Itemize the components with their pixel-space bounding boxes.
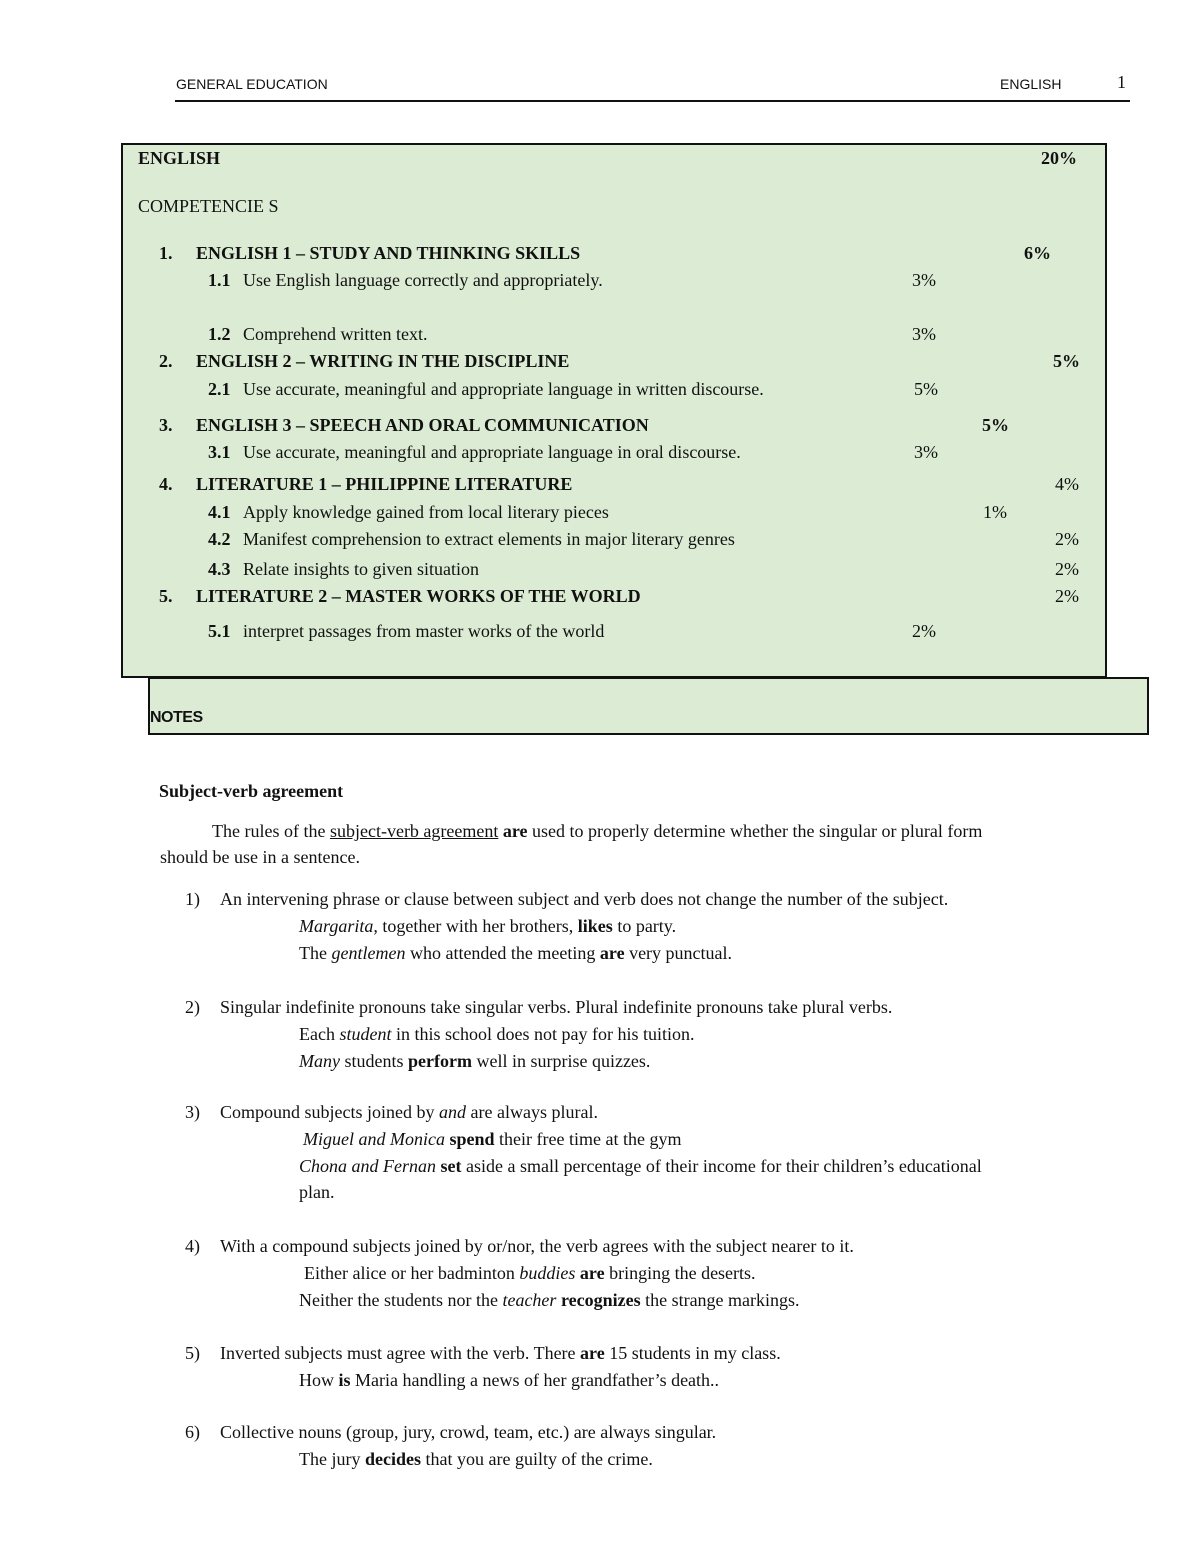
example-text: well in surprise quizzes. [471, 1051, 651, 1071]
sub-competency-num: 1.1 [208, 270, 231, 290]
intro-link: subject-verb agreement [329, 821, 499, 841]
page-header [175, 72, 1130, 102]
competency-num: 4. [159, 474, 173, 494]
example-text: who attended the meeting [405, 943, 600, 963]
competency-num: 1. [159, 243, 173, 263]
sub-competency-pct: 2% [912, 621, 936, 641]
example-text: very punctual. [624, 943, 733, 963]
competency-num: 5. [159, 586, 173, 606]
rule-num: 4) [185, 1236, 200, 1256]
rule-example [299, 1448, 653, 1470]
example-subject: Margarita, [299, 916, 378, 936]
example-subject: student [339, 1024, 392, 1044]
competency-label: LITERATURE 1 – PHILIPPINE LITERATURE [196, 474, 573, 494]
notes-label: NOTES [150, 709, 203, 726]
sub-competency-pct: 2% [1055, 529, 1079, 549]
competency-label: ENGLISH 3 – SPEECH AND ORAL COMMUNICATION [196, 415, 649, 435]
rule-num: 3) [185, 1102, 200, 1122]
example-verb: is [338, 1370, 351, 1390]
rule-text-part: are always plural. [466, 1102, 598, 1122]
competencies-subtitle: COMPETENCIE S [138, 196, 279, 216]
example-text: that you are guilty of the crime. [420, 1449, 653, 1469]
example-text: The [299, 943, 332, 963]
rule-text-part: 15 students in my class. [604, 1343, 781, 1363]
rule-text: With a compound subjects joined by or/nor, the verb agrees with the subject nearer to it. [220, 1236, 854, 1256]
header-right: ENGLISH [1000, 76, 1062, 92]
example-verb: spend [444, 1129, 495, 1149]
intro-bold: are [502, 821, 528, 841]
sub-competency-pct: 1% [983, 502, 1007, 522]
competencies-title: ENGLISH [138, 148, 221, 168]
competency-label: ENGLISH 2 – WRITING IN THE DISCIPLINE [196, 351, 570, 371]
intro-text: used to properly determine whether the singular or plural form [532, 821, 983, 841]
example-subject: buddies [519, 1263, 576, 1283]
sub-competency-num: 1.2 [208, 324, 231, 344]
rule-example [299, 1023, 694, 1045]
rule-example [304, 1262, 756, 1284]
example-text: the strange markings. [640, 1290, 800, 1310]
sub-competency-text: Use accurate, meaningful and appropriate language in written discourse. [243, 379, 764, 399]
example-text: Each [299, 1024, 340, 1044]
example-verb: are [575, 1263, 605, 1283]
competencies-title-pct: 20% [1041, 148, 1077, 168]
section-heading: Subject-verb agreement [159, 781, 344, 801]
sub-competency-text: Relate insights to given situation [243, 559, 479, 579]
example-subject: Miguel and Monica [303, 1129, 445, 1149]
sub-competency-num: 5.1 [208, 621, 231, 641]
sub-competency-pct: 2% [1055, 559, 1079, 579]
competency-pct: 4% [1055, 474, 1079, 494]
example-subject: teacher [502, 1290, 557, 1310]
rule-text-part: Inverted subjects must agree with the verb. There [220, 1343, 581, 1363]
example-text: aside a small percentage of their income for their children’s educational [461, 1156, 982, 1176]
rule-example [299, 915, 676, 937]
sub-competency-pct: 3% [912, 324, 936, 344]
rule-text-part: Compound subjects joined by [220, 1102, 439, 1122]
example-text: How [299, 1370, 339, 1390]
rule-text: An intervening phrase or clause between subject and verb does not change the number of the subject. [220, 889, 949, 909]
rule-num: 1) [185, 889, 200, 909]
example-text: students [339, 1051, 408, 1071]
rule-example [299, 1050, 650, 1072]
sub-competency-num: 4.3 [208, 559, 231, 579]
example-verb: decides [364, 1449, 421, 1469]
example-subject: gentlemen [331, 943, 406, 963]
sub-competency-text: Manifest comprehension to extract elements in major literary genres [243, 529, 735, 549]
rule-example [299, 1289, 800, 1311]
sub-competency-text: Use accurate, meaningful and appropriate language in oral discourse. [243, 442, 741, 462]
sub-competency-num: 3.1 [208, 442, 231, 462]
sub-competency-pct: 3% [914, 442, 938, 462]
rule-num: 2) [185, 997, 200, 1017]
rule-example-continued: plan. [299, 1182, 335, 1202]
example-text: Either alice or her badminton [304, 1263, 520, 1283]
sub-competency-num: 2.1 [208, 379, 231, 399]
rule-text: Singular indefinite pronouns take singular verbs. Plural indefinite pronouns take plural verbs. [220, 997, 893, 1017]
intro-text: The rules of the [212, 821, 326, 841]
example-verb: set [436, 1156, 462, 1176]
example-subject: Many [299, 1051, 340, 1071]
competency-pct: 5% [982, 415, 1009, 435]
example-text: their free time at the gym [494, 1129, 682, 1149]
example-verb: recognizes [556, 1290, 641, 1310]
example-text: together with her brothers, [377, 916, 578, 936]
competency-pct: 5% [1053, 351, 1080, 371]
example-verb: are [599, 943, 625, 963]
rule-text-emphasis: are [580, 1343, 605, 1363]
rule-text [220, 1342, 781, 1364]
rule-text: Collective nouns (group, jury, crowd, team, etc.) are always singular. [220, 1422, 717, 1442]
example-text: Maria handling a news of her grandfather’s death.. [350, 1370, 720, 1390]
competency-num: 2. [159, 351, 173, 371]
page-number: 1 [1117, 72, 1126, 92]
example-text: in this school does not pay for his tuition. [391, 1024, 695, 1044]
competency-label: LITERATURE 2 – MASTER WORKS OF THE WORLD [196, 586, 641, 606]
rule-example [299, 942, 732, 964]
header-left: GENERAL EDUCATION [176, 76, 328, 92]
rule-example [299, 1155, 982, 1177]
sub-competency-text: Use English language correctly and appropriately. [243, 270, 603, 290]
rule-example [299, 1369, 719, 1391]
rule-text [220, 1101, 598, 1123]
example-subject: Chona and Fernan [299, 1156, 436, 1176]
sub-competency-text: Apply knowledge gained from local literary pieces [243, 502, 609, 522]
sub-competency-pct: 3% [912, 270, 936, 290]
sub-competency-num: 4.1 [208, 502, 231, 522]
example-text: The jury [299, 1449, 365, 1469]
rule-num: 5) [185, 1343, 200, 1363]
example-text: Neither the students nor the [299, 1290, 503, 1310]
example-text: to party. [612, 916, 677, 936]
rule-text-emphasis: and [439, 1102, 466, 1122]
sub-competency-text: Comprehend written text. [243, 324, 428, 344]
notes-box [148, 677, 1149, 735]
intro-paragraph [212, 820, 982, 842]
competency-pct: 6% [1024, 243, 1051, 263]
sub-competency-num: 4.2 [208, 529, 231, 549]
competency-pct: 2% [1055, 586, 1079, 606]
example-text: bringing the deserts. [604, 1263, 756, 1283]
rule-num: 6) [185, 1422, 200, 1442]
example-verb: perform [408, 1051, 472, 1071]
competency-label: ENGLISH 1 – STUDY AND THINKING SKILLS [196, 243, 581, 263]
example-verb: likes [577, 916, 613, 936]
sub-competency-text: interpret passages from master works of the world [243, 621, 605, 641]
sub-competency-pct: 5% [914, 379, 938, 399]
competency-num: 3. [159, 415, 173, 435]
intro-text: should be use in a sentence. [160, 847, 360, 867]
rule-example [303, 1128, 681, 1150]
